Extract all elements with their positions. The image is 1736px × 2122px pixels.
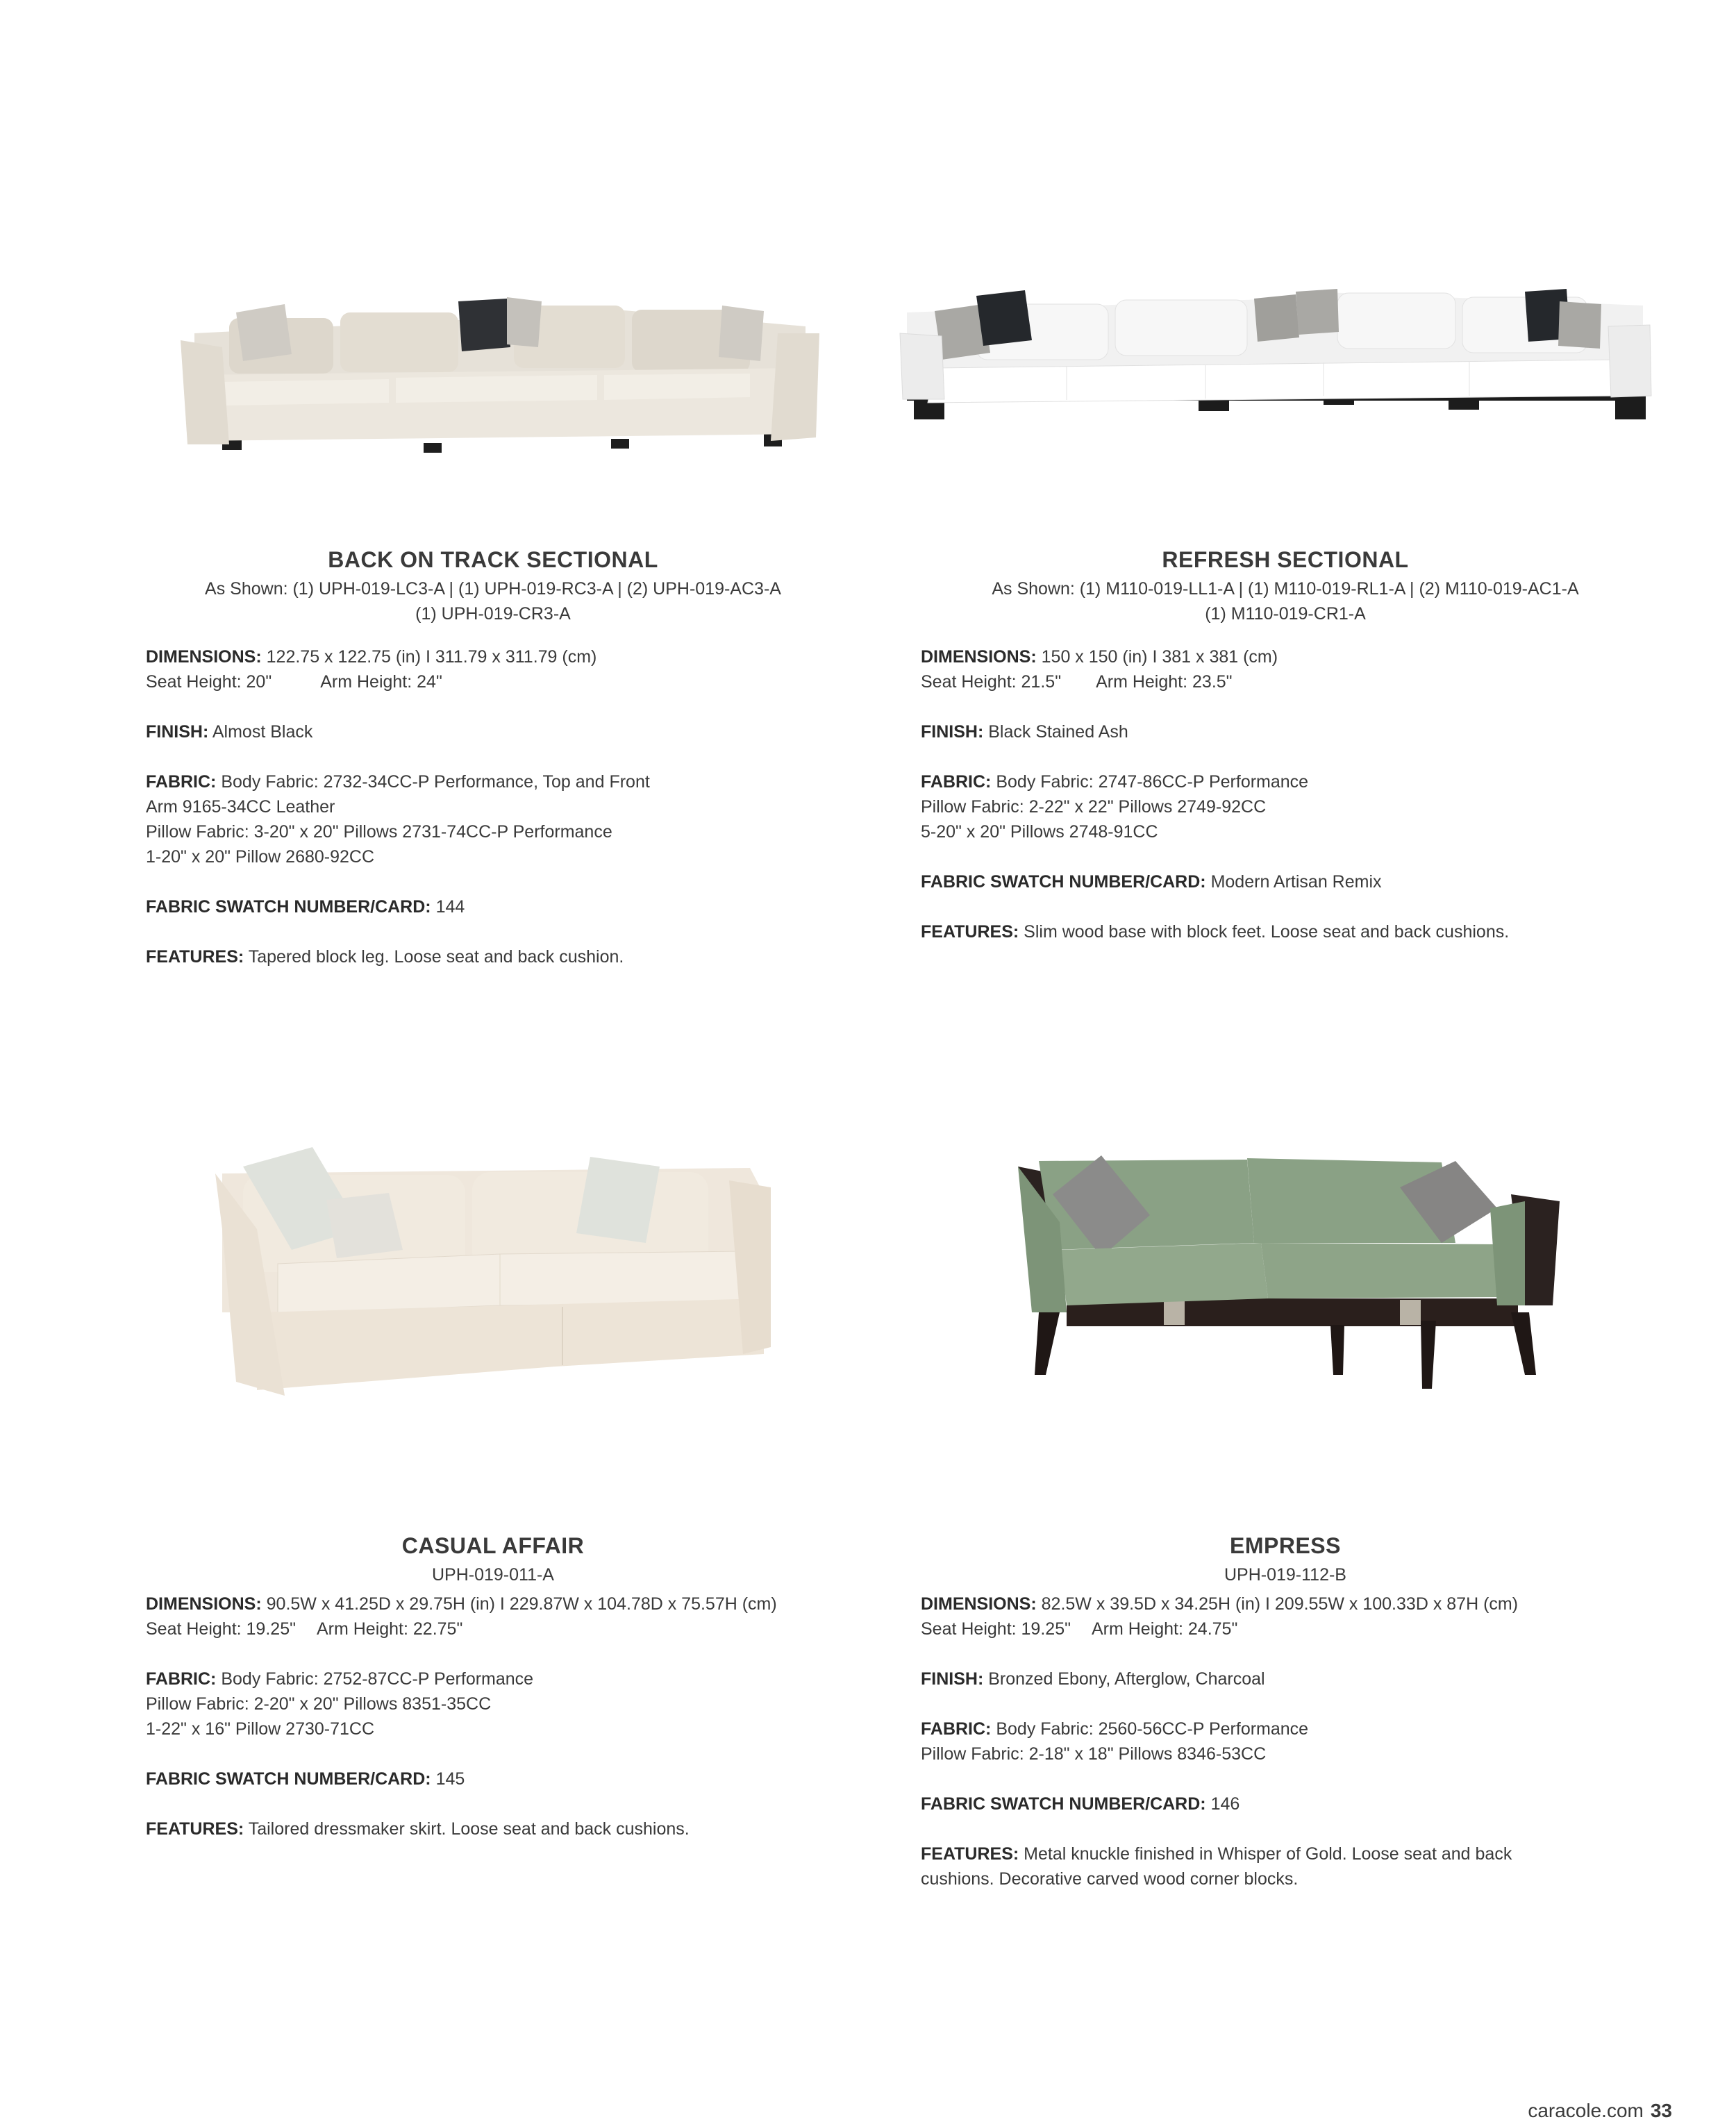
heights: Seat Height: 20" Arm Height: 24" [146,672,442,692]
dimensions: DIMENSIONS: 82.5W x 39.5D x 34.25H (in) I 209.55W x 100.33D x 87H (cm) [921,1594,1519,1614]
features: FEATURES: Tapered block leg. Loose seat and back cushion. [146,947,624,967]
heights: Seat Height: 19.25" Arm Height: 24.75" [921,1619,1238,1639]
product-title: BACK ON TRACK SECTIONAL [328,547,658,572]
fabric-swatch: FABRIC SWATCH NUMBER/CARD: 145 [146,1769,465,1789]
features: FEATURES: Tailored dressmaker skirt. Loose seat and back cushions. [146,1819,690,1839]
product-title: REFRESH SECTIONAL [1162,547,1409,572]
sku: UPH-019-011-A [431,1565,554,1585]
finish: FINISH: Black Stained Ash [921,722,1128,742]
product-refresh [921,264,1650,993]
features: FEATURES: Metal knuckle finished in Whisper of Gold. Loose seat and back [921,1844,1512,1864]
dimensions: DIMENSIONS: 150 x 150 (in) I 381 x 381 (cm) [921,647,1278,667]
heights: Seat Height: 21.5" Arm Height: 23.5" [921,672,1233,692]
fabric-line: Pillow Fabric: 2-20" x 20" Pillows 8351-35CC [146,1694,492,1714]
as-shown-line: As Shown: (1) UPH-019-LC3-A | (1) UPH-019-RC3-A | (2) UPH-019-AC3-A [205,579,781,599]
dimensions: DIMENSIONS: 122.75 x 122.75 (in) I 311.79 x 311.79 (cm) [146,647,597,667]
fabric: FABRIC: Body Fabric: 2560-56CC-P Performance [921,1719,1309,1739]
spec-list [146,1591,840,1841]
product-empress [921,1125,1650,1923]
product-title: CASUAL AFFAIR [401,1533,585,1558]
sku: UPH-019-112-B [1224,1565,1346,1585]
website-link[interactable]: caracole.com [1528,2100,1644,2121]
casual-affair-sofa-photo [215,1132,771,1423]
product-title: EMPRESS [1230,1533,1341,1558]
fabric-line: 5-20" x 20" Pillows 2748-91CC [921,822,1158,842]
features: FEATURES: Slim wood base with block feet. Loose seat and back cushions. [921,922,1510,942]
spec-list [921,644,1650,944]
empress-sofa-photo [1011,1139,1567,1389]
fabric-swatch: FABRIC SWATCH NUMBER/CARD: Modern Artisan Remix [921,872,1382,892]
fabric-swatch: FABRIC SWATCH NUMBER/CARD: 144 [146,897,465,917]
fabric-line: Pillow Fabric: 2-22" x 22" Pillows 2749-92CC [921,797,1267,817]
dimensions: DIMENSIONS: 90.5W x 41.25D x 29.75H (in) I 229.87W x 104.78D x 75.57H (cm) [146,1594,777,1614]
fabric: FABRIC: Body Fabric: 2732-34CC-P Performance, Top and Front [146,772,650,792]
finish: FINISH: Bronzed Ebony, Afterglow, Charcoal [921,1669,1265,1689]
back-on-track-sectional-photo [181,292,819,465]
as-shown-line: As Shown: (1) M110-019-LL1-A | (1) M110-019-RL1-A | (2) M110-019-AC1-A [992,579,1579,599]
fabric: FABRIC: Body Fabric: 2752-87CC-P Performance [146,1669,534,1689]
finish: FINISH: Almost Black [146,722,313,742]
features-line: cushions. Decorative carved wood corner blocks. [921,1869,1299,1889]
fabric: FABRIC: Body Fabric: 2747-86CC-P Performance [921,772,1309,792]
fabric-line: Arm 9165-34CC Leather [146,797,335,817]
product-back-on-track [146,264,840,993]
fabric-line: 1-22" x 16" Pillow 2730-71CC [146,1719,375,1739]
fabric-line: Pillow Fabric: 2-18" x 18" Pillows 8346-53CC [921,1744,1267,1764]
as-shown-line: (1) M110-019-CR1-A [1205,604,1366,624]
fabric-line: 1-20" x 20" Pillow 2680-92CC [146,847,375,867]
fabric-line: Pillow Fabric: 3-20" x 20" Pillows 2731-74CC-P Performance [146,822,612,842]
page-footer [1528,2100,1672,2122]
refresh-sectional-photo [893,264,1657,444]
spec-list [921,1591,1650,1891]
product-casual-affair [146,1125,840,1923]
heights: Seat Height: 19.25" Arm Height: 22.75" [146,1619,463,1639]
spec-list [146,644,840,969]
fabric-swatch: FABRIC SWATCH NUMBER/CARD: 146 [921,1794,1240,1814]
as-shown-line: (1) UPH-019-CR3-A [415,604,571,624]
page-number: 33 [1650,2100,1672,2121]
